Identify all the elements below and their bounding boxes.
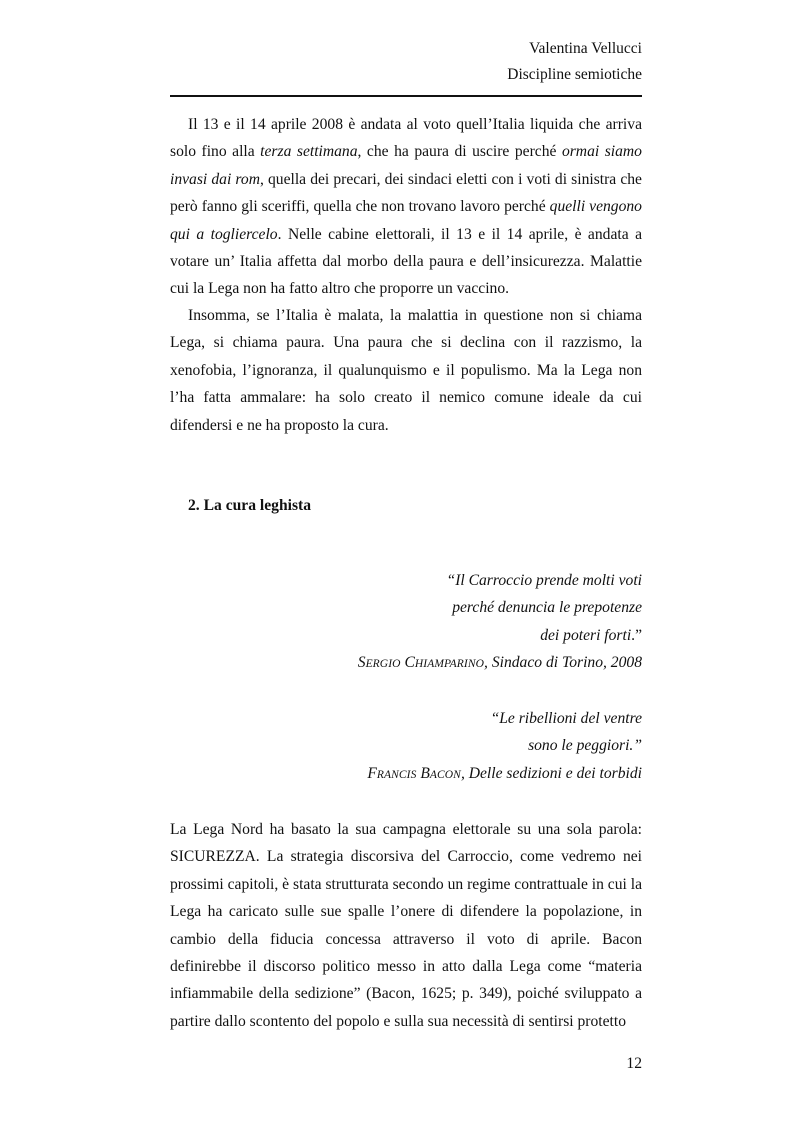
epigraph-chiamparino (358, 567, 642, 679)
paragraph-3: La Lega Nord ha basato la sua campagna elettorale su una sola parola: SICUREZZA. La strategia discorsiva del Carroccio, come vedremo nei prossimi capitoli, è stata strutturata secondo un regime contrattuale in cui la Lega ha caricato sulle sue spalle l’onere di difendere la popolazione, in cambio della fiducia concessa attraverso il voto di aprile. Bacon definirebbe il discorso politico messo in atto dalla Lega come “materia infiammabile della sedizione” (Bacon, 1625; p. 349), poiché sviluppato a partire dallo scontento del popolo e sulla sua necessità di sentirsi protetto (170, 821, 643, 1030)
paragraph-1: Il 13 e il 14 aprile 2008 è andata al voto quell’Italia liquida che arriva solo fino alla terza settimana, che ha paura di uscire perché ormai siamo invasi dai rom, quella dei precari, dei sindaci eletti con i voti di sinistra che però fanno gli sceriffi, quella che non trovano lavoro perché quelli vengono qui a togliercelo. Nelle cabine elettorali, il 13 e il 14 aprile, è andata a votare un’ Italia affetta dal morbo della paura e dell’insicurezza. Malattie cui la Lega non ha fatto altro che proporre un vaccino. (170, 116, 642, 298)
page-number: 12 (626, 1055, 642, 1072)
quote-line: “Le ribellioni del ventre (490, 710, 642, 727)
quote-attribution: FRANCIS BACON, Delle sedizioni e dei torbidi (367, 764, 642, 782)
quote-attribution: SERGIO CHIAMPARINO, Sindaco di Torino, 2008 (357, 654, 642, 672)
header-author: Valentina Vellucci (529, 40, 642, 57)
quote-line: “Il Carroccio prende molti voti (446, 572, 642, 589)
header-rule (170, 95, 642, 97)
paragraph-2: Insomma, se l’Italia è malata, la malattia in questione non si chiama Lega, si chiama paura. Una paura che si declina con il razzismo, la xenofobia, l’ignoranza, il qualunquismo e il populismo. Ma la Lega non l’ha fatta ammalare: ha solo creato il nemico comune ideale da cui difendersi e ne ha proposto la cura. (170, 307, 642, 434)
quote-line: dei poteri forti.” (540, 626, 642, 644)
section-heading: 2. La cura leghista (188, 497, 312, 514)
header-course: Discipline semiotiche (507, 66, 642, 83)
quote-line: sono le peggiori.” (528, 737, 642, 755)
quote-line: perché denuncia le prepotenze (452, 599, 642, 617)
epigraph-bacon (367, 705, 642, 789)
